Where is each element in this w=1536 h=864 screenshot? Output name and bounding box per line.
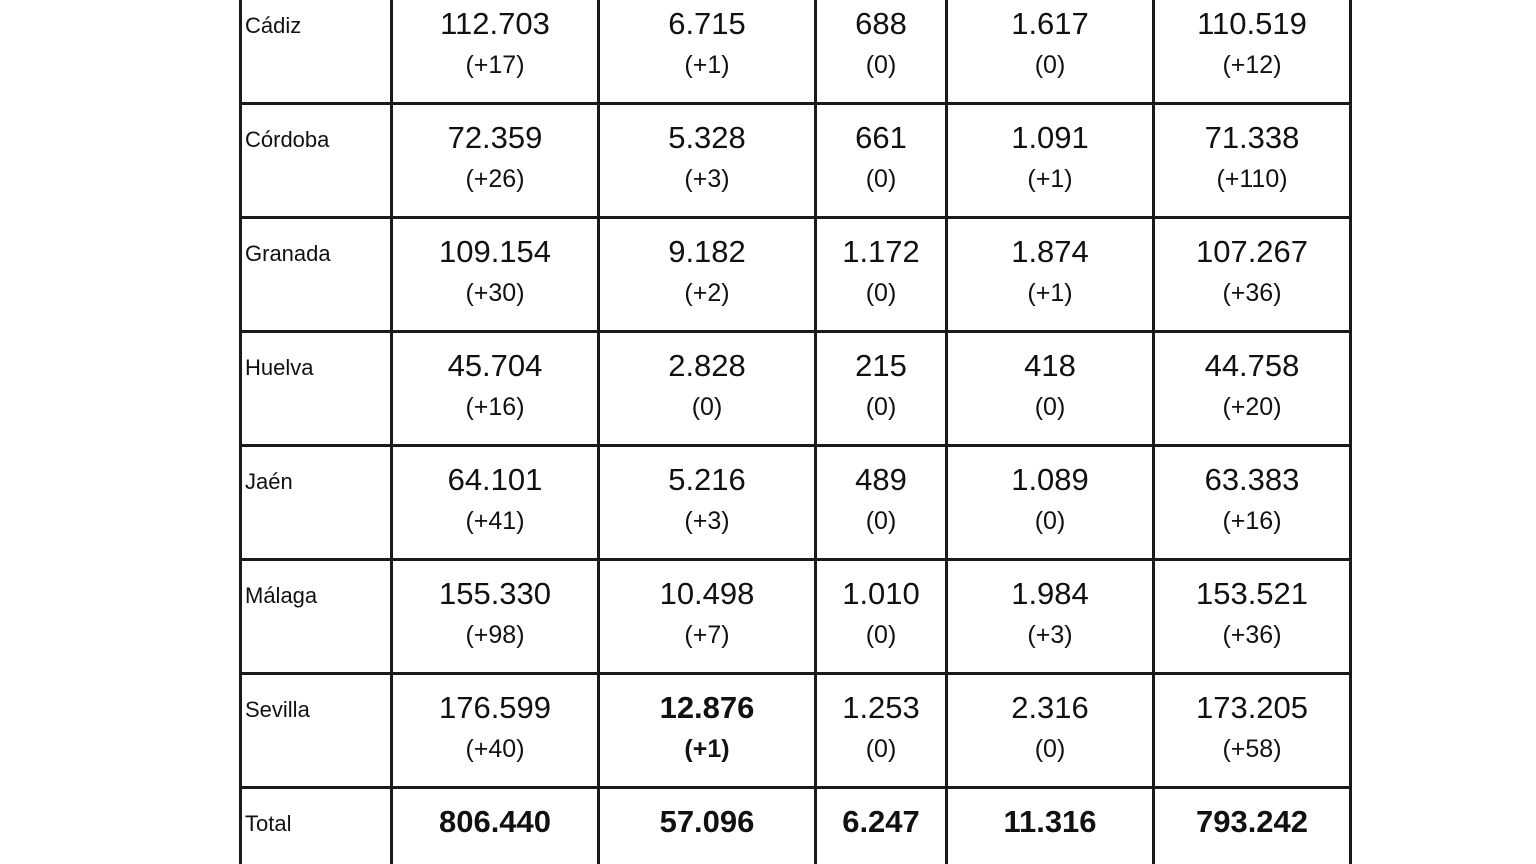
- cell-change: (0): [865, 735, 897, 763]
- cell-change: (0): [865, 393, 897, 421]
- cell-change: (+2): [684, 279, 730, 307]
- cell-value: 418: [1024, 348, 1076, 383]
- cell-value: 1.091: [1011, 120, 1089, 155]
- total-value: 11.316: [1003, 804, 1097, 839]
- data-cell: [816, 218, 947, 332]
- cell-value: 6.715: [668, 6, 746, 41]
- province-name-cell: [241, 104, 392, 218]
- table-row: [241, 560, 1351, 674]
- data-cell: [1154, 674, 1351, 788]
- data-cell: [947, 218, 1154, 332]
- data-cell: [599, 218, 816, 332]
- cell-change: (+41): [465, 507, 525, 535]
- cell-change: (0): [865, 51, 897, 79]
- total-row: [241, 788, 1351, 864]
- cell-value: 45.704: [447, 348, 543, 383]
- cell-value: 64.101: [447, 462, 543, 497]
- province-name: Córdoba: [245, 127, 330, 152]
- cell-change: (+1): [684, 735, 730, 763]
- total-cell: [392, 788, 599, 864]
- province-name-cell: [241, 0, 392, 104]
- cell-value: 1.172: [842, 234, 920, 269]
- data-cell: [1154, 560, 1351, 674]
- table-row: [241, 104, 1351, 218]
- province-name: Jaén: [245, 469, 293, 494]
- data-cell: [392, 332, 599, 446]
- data-cell: [1154, 104, 1351, 218]
- cell-value: 1.874: [1011, 234, 1089, 269]
- cell-value: 63.383: [1204, 462, 1300, 497]
- province-name: Huelva: [245, 355, 314, 380]
- cell-value: 688: [855, 6, 907, 41]
- cell-change: (+110): [1216, 165, 1288, 193]
- cell-value: 9.182: [668, 234, 746, 269]
- cell-value: 1.089: [1011, 462, 1089, 497]
- cell-value: 72.359: [447, 120, 543, 155]
- data-cell: [947, 446, 1154, 560]
- cell-value: 10.498: [659, 576, 755, 611]
- data-cell: [947, 332, 1154, 446]
- province-name: Granada: [245, 241, 331, 266]
- cell-change: (+1): [1027, 165, 1073, 193]
- data-cell: [947, 674, 1154, 788]
- table-body: [241, 0, 1351, 864]
- total-value: 57.096: [659, 804, 755, 839]
- data-cell: [392, 446, 599, 560]
- data-cell: [392, 0, 599, 104]
- cell-value: 1.253: [842, 690, 920, 725]
- cell-value: 12.876: [659, 690, 755, 725]
- province-name-cell: [241, 674, 392, 788]
- cell-value: 661: [855, 120, 907, 155]
- total-value: 6.247: [842, 804, 920, 839]
- data-cell: [392, 560, 599, 674]
- cell-change: (0): [1034, 735, 1066, 763]
- province-name: Cádiz: [245, 13, 302, 38]
- data-cell: [947, 560, 1154, 674]
- province-data-table: [239, 0, 1352, 864]
- total-cell: [816, 788, 947, 864]
- cell-change: (+26): [465, 165, 525, 193]
- cell-value: 215: [855, 348, 907, 383]
- data-cell: [816, 0, 947, 104]
- province-name: Málaga: [245, 583, 318, 608]
- cell-change: (0): [865, 165, 897, 193]
- cell-change: (+98): [465, 621, 525, 649]
- data-cell: [816, 674, 947, 788]
- cell-change: (0): [1034, 51, 1066, 79]
- cell-change: (+16): [465, 393, 525, 421]
- cell-value: 71.338: [1204, 120, 1300, 155]
- data-cell: [1154, 332, 1351, 446]
- data-cell-highlighted: [599, 674, 816, 788]
- cell-value: 5.216: [668, 462, 746, 497]
- cell-change: (+1): [684, 51, 730, 79]
- total-cell: [599, 788, 816, 864]
- cell-change: (+40): [465, 735, 525, 763]
- cell-change: (+1): [1027, 279, 1073, 307]
- cell-change: (+7): [684, 621, 730, 649]
- cell-value: 153.521: [1195, 576, 1309, 611]
- cell-change: (+17): [465, 51, 525, 79]
- province-name-cell: [241, 332, 392, 446]
- cell-change: (0): [865, 279, 897, 307]
- cell-change: (+12): [1222, 51, 1282, 79]
- data-cell: [816, 332, 947, 446]
- cell-value: 1.617: [1011, 6, 1089, 41]
- cell-change: (+16): [1222, 507, 1282, 535]
- cell-change: (+3): [684, 507, 730, 535]
- cell-value: 110.519: [1197, 6, 1307, 41]
- data-cell: [816, 446, 947, 560]
- data-cell: [599, 104, 816, 218]
- cell-value: 1.984: [1011, 576, 1089, 611]
- province-name-cell: [241, 446, 392, 560]
- cell-value: 176.599: [438, 690, 552, 725]
- province-name: Sevilla: [245, 697, 310, 722]
- cell-value: 112.703: [440, 6, 550, 41]
- total-cell: [1154, 788, 1351, 864]
- table-row: [241, 332, 1351, 446]
- province-name-cell: [241, 560, 392, 674]
- cell-value: 155.330: [438, 576, 552, 611]
- cell-change: (0): [691, 393, 723, 421]
- data-cell: [1154, 0, 1351, 104]
- cell-value: 173.205: [1195, 690, 1309, 725]
- cell-change: (+36): [1222, 279, 1282, 307]
- cell-value: 107.267: [1195, 234, 1309, 269]
- total-value: 806.440: [438, 804, 552, 839]
- total-label-cell: [241, 788, 392, 864]
- table-row: [241, 218, 1351, 332]
- cell-value: 1.010: [842, 576, 920, 611]
- data-cell: [816, 560, 947, 674]
- cell-value: 2.828: [668, 348, 746, 383]
- cell-change: (+20): [1222, 393, 1282, 421]
- cell-value: 109.154: [438, 234, 552, 269]
- cell-change: (+3): [684, 165, 730, 193]
- cell-change: (0): [1034, 507, 1066, 535]
- table-row: [241, 674, 1351, 788]
- cell-change: (0): [865, 621, 897, 649]
- total-cell: [947, 788, 1154, 864]
- total-label: Total: [245, 811, 292, 836]
- cell-change: (+30): [465, 279, 525, 307]
- data-cell: [1154, 218, 1351, 332]
- total-value: 793.242: [1195, 804, 1309, 839]
- data-cell: [392, 104, 599, 218]
- data-cell: [599, 332, 816, 446]
- cell-change: (+58): [1222, 735, 1282, 763]
- cell-change: (0): [865, 507, 897, 535]
- data-cell: [392, 218, 599, 332]
- data-cell: [947, 104, 1154, 218]
- cell-value: 2.316: [1011, 690, 1089, 725]
- data-cell: [816, 104, 947, 218]
- cell-change: (+3): [1027, 621, 1073, 649]
- province-name-cell: [241, 218, 392, 332]
- data-cell: [599, 560, 816, 674]
- table-row: [241, 0, 1351, 104]
- cell-value: 489: [855, 462, 907, 497]
- data-cell: [599, 0, 816, 104]
- data-cell: [392, 674, 599, 788]
- cell-value: 5.328: [668, 120, 746, 155]
- cell-value: 44.758: [1204, 348, 1300, 383]
- cell-change: (0): [1034, 393, 1066, 421]
- cell-change: (+36): [1222, 621, 1282, 649]
- data-cell: [599, 446, 816, 560]
- table-row: [241, 446, 1351, 560]
- data-cell: [947, 0, 1154, 104]
- data-cell: [1154, 446, 1351, 560]
